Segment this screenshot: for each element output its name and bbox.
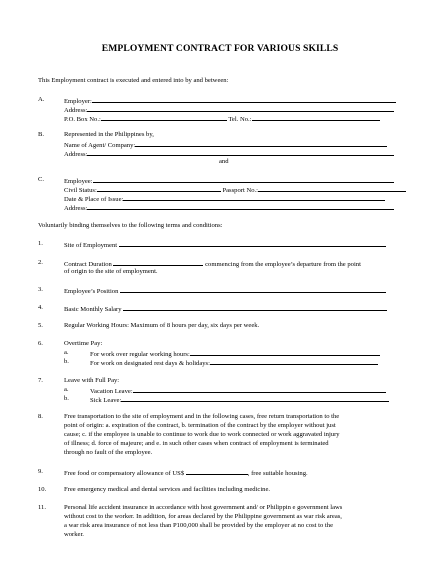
civil-status-field[interactable] — [97, 185, 221, 192]
sick-row — [90, 395, 389, 405]
medical-text: Free emergency medical and dental services and facilities including medicine. — [64, 486, 271, 493]
salary-field[interactable] — [123, 304, 387, 311]
term-3-row — [64, 286, 386, 296]
site-of-employment-label: Site of Employment — [64, 242, 118, 249]
employer-field[interactable] — [92, 96, 396, 103]
binding-text: Voluntarily binding themselves to the following terms and conditions: — [38, 222, 223, 229]
overtime-b-row — [90, 358, 378, 368]
transport-line-1: Free transportation to the site of employment and in the following cases, free return transportation to the — [64, 413, 340, 420]
sick-leave-field[interactable] — [121, 395, 389, 402]
agent-field[interactable] — [135, 140, 387, 147]
agent-address-row — [64, 149, 394, 159]
term-1-number: 1. — [38, 240, 43, 247]
term-2-number: 2. — [38, 259, 43, 266]
employee-address-row — [64, 203, 394, 213]
insurance-line-2: without cost to the worker. In addition, for areas declared by the Philippine government as war risk areas, — [64, 513, 342, 520]
contract-duration-text-2: of origin to the site of employment. — [64, 268, 158, 275]
represented-text: Represented in the Philippines by, — [64, 131, 154, 138]
and-text: and — [219, 158, 229, 165]
pobox-row — [64, 114, 380, 124]
page-title: EMPLOYMENT CONTRACT FOR VARIOUS SKILLS — [101, 43, 339, 54]
section-b-letter: B. — [38, 131, 45, 138]
leave-b-letter: b. — [64, 395, 69, 402]
leave-a-letter: a. — [64, 386, 69, 393]
overtime-b-label: For work on designated rest days & holidays: — [90, 360, 210, 367]
employer-address-label: Address: — [64, 107, 88, 114]
contract-duration-label: Contract Duration — [64, 261, 112, 268]
passport-field[interactable] — [258, 185, 406, 192]
term-4-row — [64, 304, 387, 314]
civil-status-label: Civil Status: — [64, 187, 97, 194]
transport-line-2: point of origin: a. expiration of the contract, b. termination of the contract by the employer without just — [64, 422, 336, 429]
term-3-number: 3. — [38, 286, 43, 293]
term-11-number: 11. — [38, 504, 46, 511]
intro-text: This Employment contract is executed and entered into by and between: — [38, 77, 229, 84]
insurance-line-1: Personal life accident insurance in accordance with host government and/ or Philippin e government laws — [64, 504, 343, 511]
overtime-label: Overtime Pay: — [64, 340, 103, 347]
sick-leave-label: Sick Leave: — [90, 397, 122, 404]
section-c-letter: C. — [38, 176, 45, 183]
employee-address-label: Address: — [64, 205, 88, 212]
term-5-number: 5. — [38, 322, 43, 329]
term-10-number: 10. — [38, 486, 47, 493]
pobox-field[interactable] — [101, 114, 227, 121]
term-8-number: 8. — [38, 413, 43, 420]
site-of-employment-field[interactable] — [119, 240, 386, 247]
term-4-number: 4. — [38, 304, 43, 311]
contract-duration-text: commencing from the employee’s departure from the point — [205, 261, 361, 268]
term-9-number: 9. — [38, 468, 43, 475]
agent-address-field[interactable] — [87, 149, 394, 156]
housing-text: , free suitable housing. — [247, 470, 308, 477]
leave-label: Leave with Full Pay: — [64, 377, 120, 384]
vacation-leave-label: Vacation Leave: — [90, 388, 133, 395]
agent-label: Name of Agent/ Company: — [64, 142, 136, 149]
tel-field[interactable] — [252, 114, 380, 121]
overtime-a-field[interactable] — [190, 349, 380, 356]
date-place-label: Date & Place of Issue: — [64, 196, 124, 203]
overtime-b-letter: b. — [64, 358, 69, 365]
employer-label: Employer: — [64, 98, 92, 105]
agent-address-label: Address: — [64, 151, 88, 158]
vacation-leave-field[interactable] — [133, 386, 386, 393]
employee-address-field[interactable] — [87, 203, 394, 210]
transport-line-3: cause; c. if the employee is unable to continue to work due to work connected or work aggravated injury — [64, 431, 340, 438]
pobox-label: P.O. Box No.: — [64, 116, 101, 123]
position-field[interactable] — [120, 286, 386, 293]
employee-label: Employee: — [64, 178, 93, 185]
insurance-line-4: worker. — [64, 531, 84, 538]
date-place-field[interactable] — [123, 194, 385, 201]
food-allowance-field[interactable] — [186, 468, 248, 475]
food-row — [64, 468, 308, 478]
term-7-number: 7. — [38, 377, 43, 384]
passport-label: Passport No.: — [222, 187, 258, 194]
position-label: Employee’s Position — [64, 288, 119, 295]
section-a-letter: A. — [38, 96, 45, 103]
contract-duration-field[interactable] — [113, 259, 203, 266]
working-hours-text: Regular Working Hours: Maximum of 8 hours per day, six days per week. — [64, 322, 260, 329]
tel-label: Tel. No.: — [228, 116, 252, 123]
transport-line-4: of illness; d. force of majeure; and e. in such other cases when contract of employment is terminated — [64, 440, 329, 447]
term-1-row — [64, 240, 386, 250]
overtime-b-field[interactable] — [210, 358, 378, 365]
employer-address-field[interactable] — [87, 105, 394, 112]
salary-label: Basic Monthly Salary — [64, 306, 122, 313]
food-allowance-text: Free food or compensatory allowance of US$ — [64, 470, 185, 477]
insurance-line-3: a war risk area insurance of not less than P100,000 shall be provided by the employer at no cost to the — [64, 522, 333, 529]
overtime-a-letter: a. — [64, 349, 69, 356]
transport-line-5: through no fault of the employee. — [64, 449, 153, 456]
overtime-a-label: For work over regular working hours: — [90, 351, 190, 358]
term-6-number: 6. — [38, 340, 43, 347]
employee-field[interactable] — [93, 176, 394, 183]
